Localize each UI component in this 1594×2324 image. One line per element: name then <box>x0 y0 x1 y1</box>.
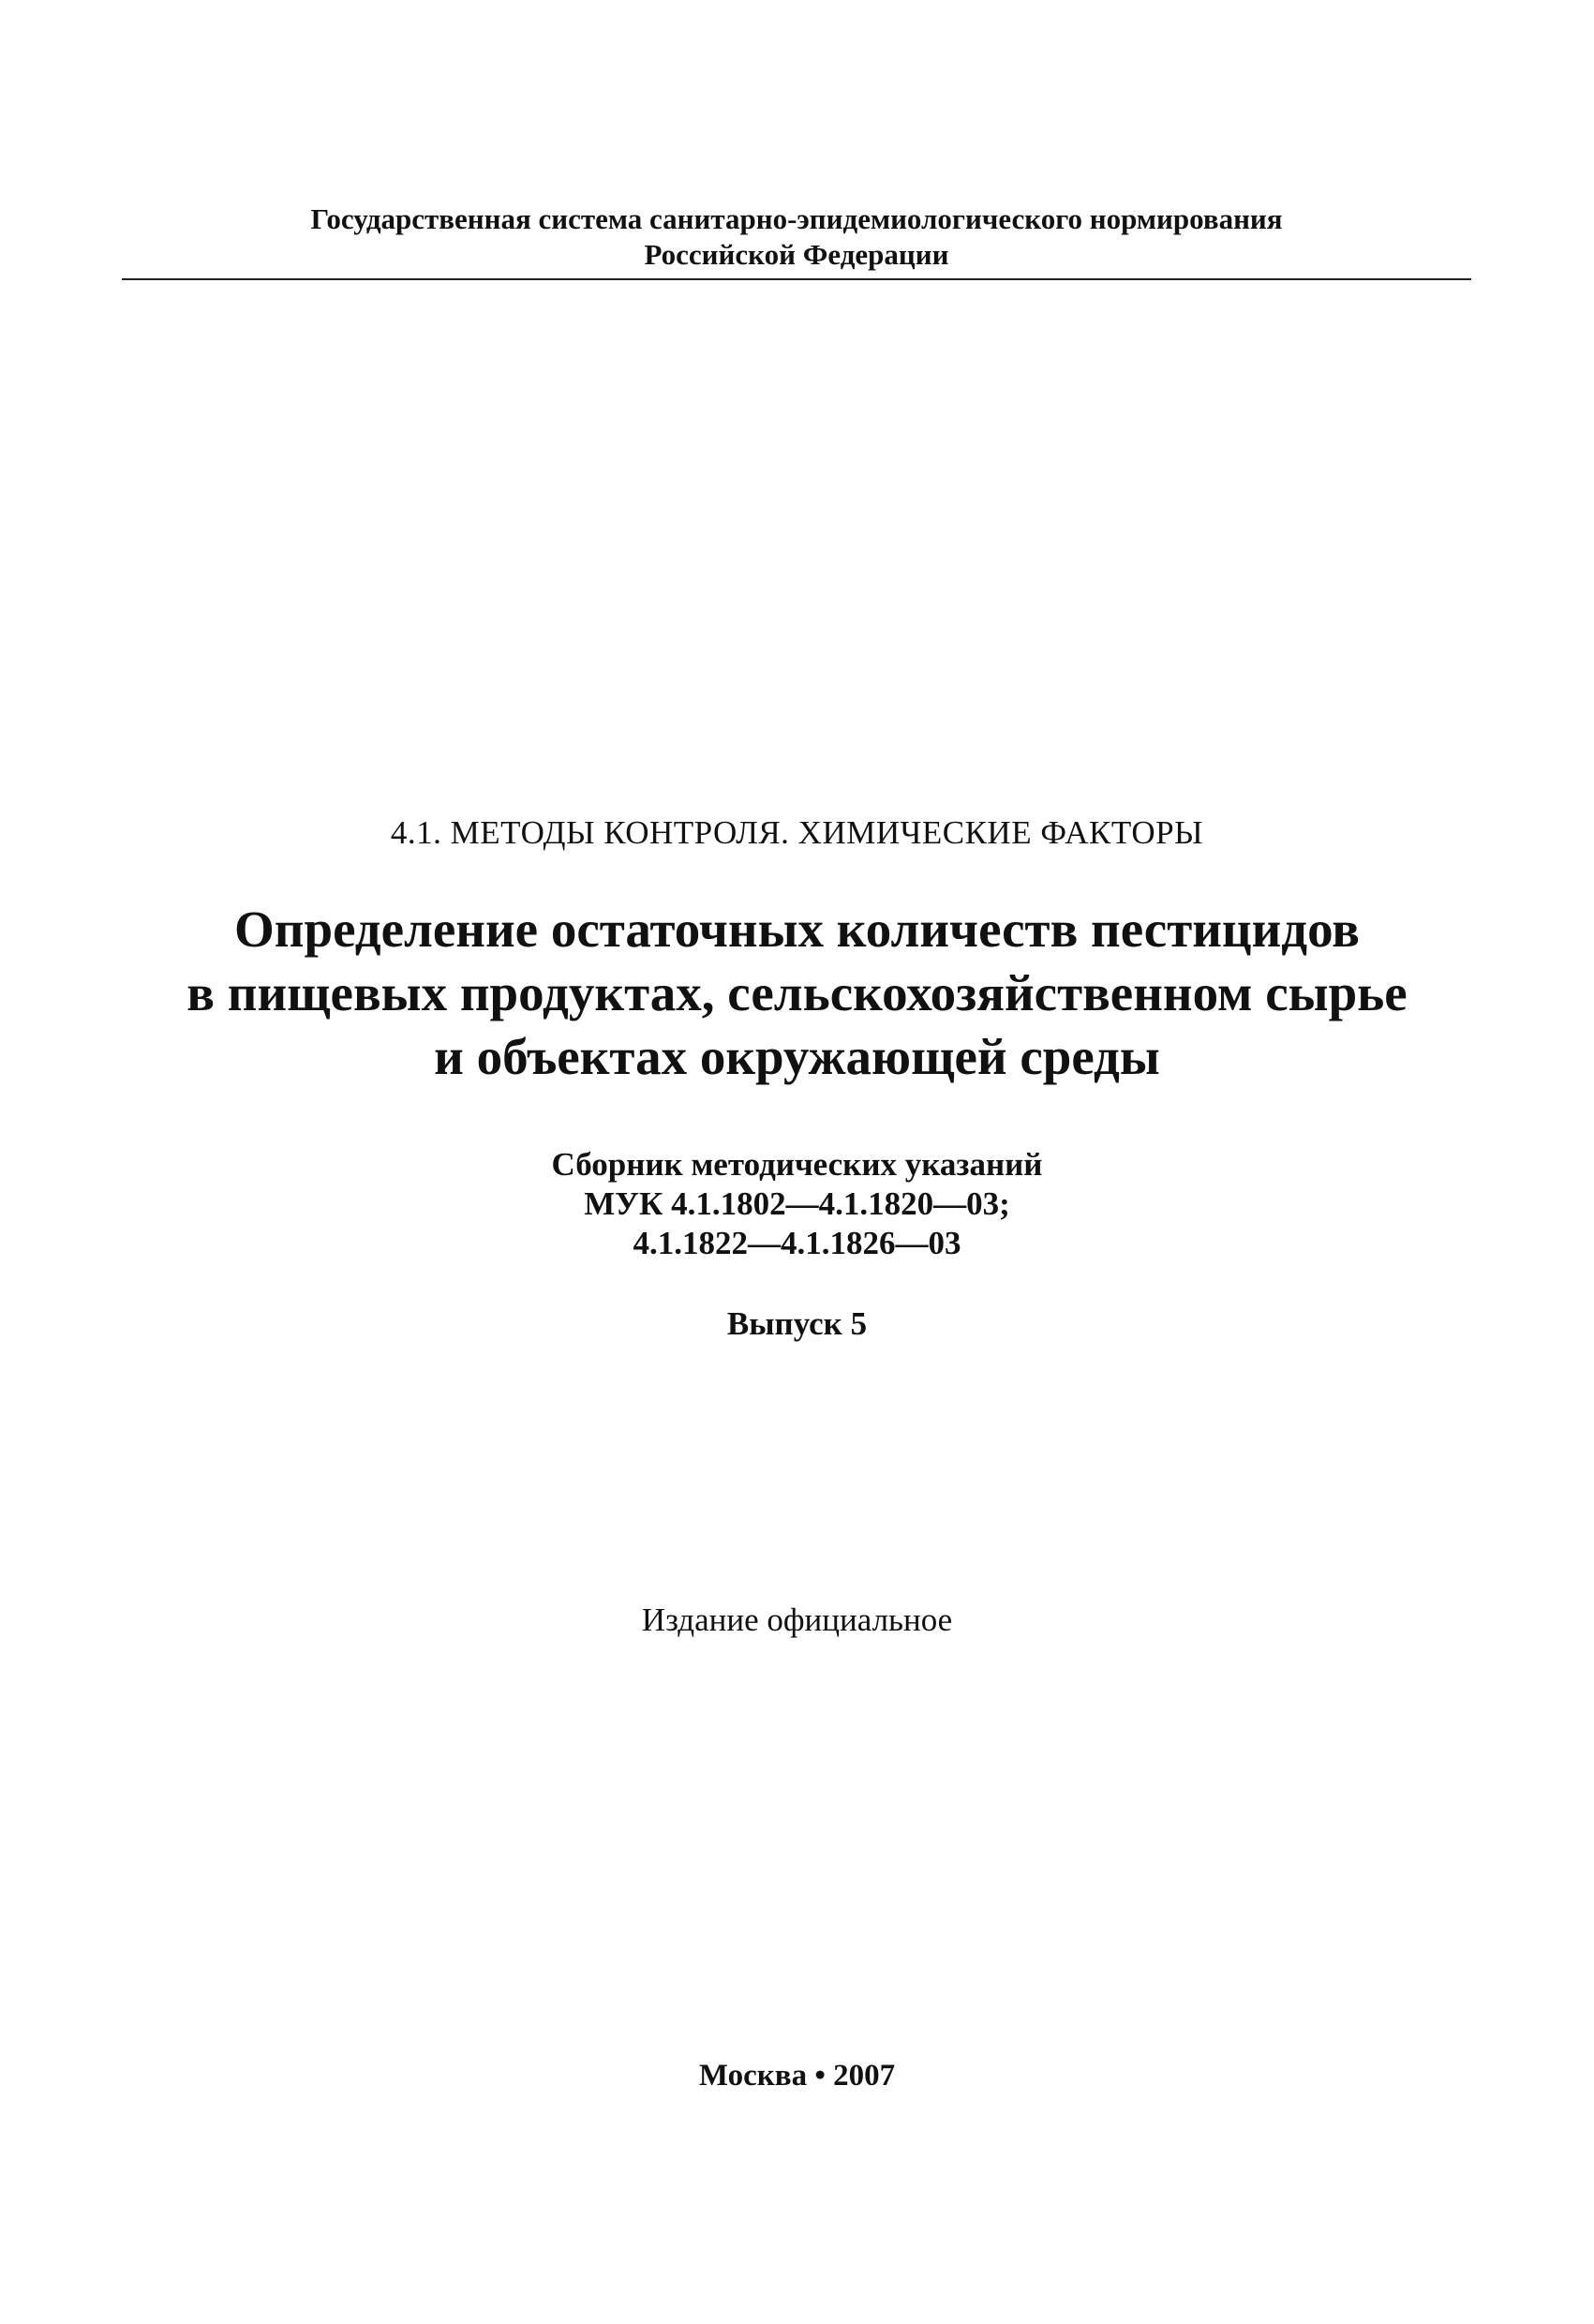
title-line-1: Определение остаточных количеств пестицидов <box>234 901 1360 958</box>
collection-line-3: 4.1.1822—4.1.1826—03 <box>633 1225 961 1261</box>
imprint-city-year: Москва • 2007 <box>698 2059 896 2093</box>
title-line-2: в пищевых продуктах, сельскохозяйственном сырье <box>186 964 1408 1021</box>
edition-note: Издание официальное <box>641 1601 953 1638</box>
header-divider <box>122 278 1471 280</box>
collection-line-2: МУК 4.1.1802—4.1.1820—03; <box>584 1185 1010 1222</box>
issue-number: Выпуск 5 <box>726 1305 868 1342</box>
series-heading: 4.1. МЕТОДЫ КОНТРОЛЯ. ХИМИЧЕСКИЕ ФАКТОРЫ <box>390 814 1204 851</box>
header-authority <box>122 201 1471 273</box>
collection-info <box>0 1145 1594 1263</box>
title-line-3: и объектах окружающей среды <box>434 1028 1160 1085</box>
document-title <box>0 898 1594 1089</box>
header-line-1: Государственная система санитарно-эпидемиологического нормирования <box>310 202 1283 235</box>
header-line-2: Российской Федерации <box>644 238 949 271</box>
collection-line-1: Сборник методических указаний <box>551 1146 1043 1183</box>
